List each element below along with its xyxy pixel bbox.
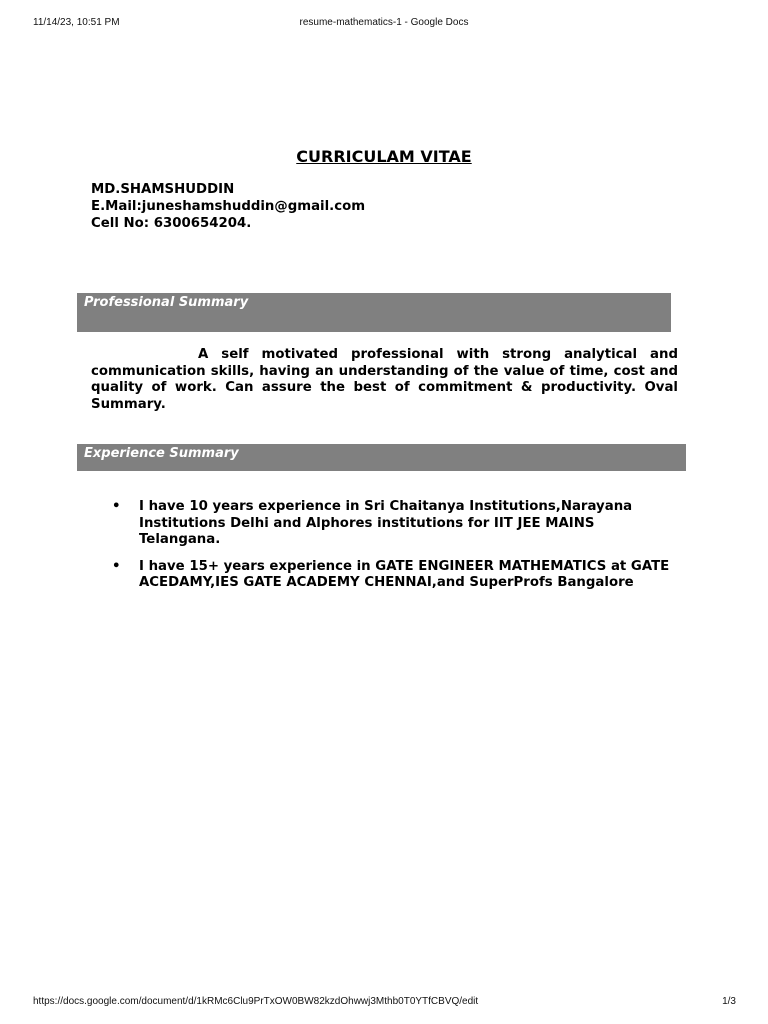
experience-item-text: I have 10 years experience in Sri Chaitanya Institutions,Narayana Institutions Delhi and Alphores institutions for IIT JEE MAINS Telangana. <box>139 499 633 547</box>
print-datetime: 11/14/23, 10:51 PM <box>33 17 120 28</box>
experience-list <box>112 499 672 602</box>
bullet-icon: • <box>112 499 121 514</box>
experience-item-text: I have 15+ years experience in GATE ENGINEER MATHEMATICS at GATE ACEDAMY,IES GATE ACADEMY CHENNAI,and SuperProfs Bangalore <box>139 558 670 590</box>
professional-summary-text-block <box>91 347 678 413</box>
contact-block <box>91 181 365 232</box>
experience-summary-header <box>77 444 686 471</box>
candidate-phone: Cell No: 6300654204. <box>91 216 252 231</box>
list-item <box>112 499 672 549</box>
candidate-email: E.Mail:juneshamshuddin@gmail.com <box>91 199 366 214</box>
professional-summary-header <box>77 293 671 332</box>
bullet-icon: • <box>112 558 121 574</box>
experience-summary-title: Experience Summary <box>84 446 239 461</box>
list-item <box>112 559 672 592</box>
print-url: https://docs.google.com/document/d/1kRMc6Clu9PrTxOW0BW82kzdOhwwj3Mthb0T0YTfCBVQ/edit <box>33 996 479 1007</box>
professional-summary-title: Professional Summary <box>84 295 249 310</box>
print-doc-title: resume-mathematics-1 - Google Docs <box>299 17 469 28</box>
professional-summary-text: A self motivated professional with strong analytical and communication skills, having an understanding of the value of time, cost and quality of work. Can assure the best of commitment & productivity. Oval Summary. <box>91 347 678 412</box>
page-title: CURRICULAM VITAE <box>296 147 472 166</box>
print-page-number: 1/3 <box>722 996 736 1007</box>
candidate-name: MD.SHAMSHUDDIN <box>91 182 235 197</box>
